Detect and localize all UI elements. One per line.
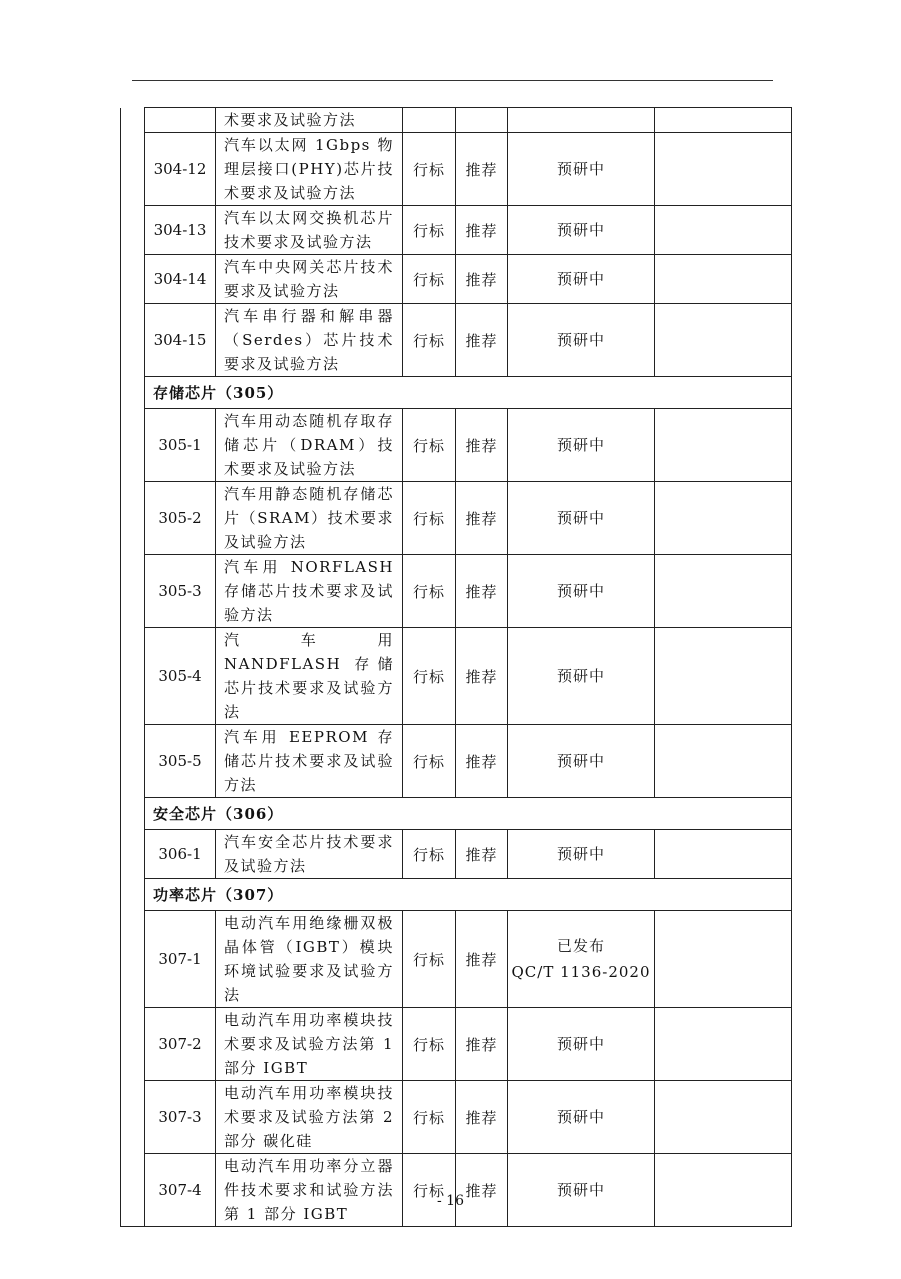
remarks-cell: [655, 304, 792, 377]
standard-nature: 推荐: [456, 304, 508, 377]
standard-name: 电动汽车用功率模块技术要求及试验方法第 1 部分 IGBT: [216, 1008, 403, 1081]
left-group-cell: [121, 409, 145, 482]
standard-nature: [456, 108, 508, 133]
standard-code: [145, 108, 216, 133]
standard-type: 行标: [403, 725, 456, 798]
status-line: 预研中: [556, 667, 605, 685]
category-row: [121, 377, 792, 409]
standard-nature: 推荐: [456, 409, 508, 482]
standard-code: 307-4: [145, 1154, 216, 1227]
left-group-cell: [121, 482, 145, 555]
table-row: [121, 1154, 792, 1227]
left-group-cell: [121, 133, 145, 206]
left-group-cell: [121, 879, 145, 911]
table-row: [121, 409, 792, 482]
table-row: [121, 830, 792, 879]
remarks-cell: [655, 133, 792, 206]
remarks-cell: [655, 206, 792, 255]
table-body: [121, 108, 792, 1227]
left-group-cell: [121, 1154, 145, 1227]
status-line: 预研中: [556, 331, 605, 349]
standard-nature: 推荐: [456, 725, 508, 798]
standard-code: 307-2: [145, 1008, 216, 1081]
standard-status: [508, 725, 655, 798]
remarks-cell: [655, 108, 792, 133]
status-line: 预研中: [556, 270, 605, 288]
standard-type: 行标: [403, 830, 456, 879]
remarks-cell: [655, 409, 792, 482]
table-row: [121, 725, 792, 798]
left-group-cell: [121, 555, 145, 628]
standard-status: [508, 206, 655, 255]
standard-code: 307-3: [145, 1081, 216, 1154]
remarks-cell: [655, 255, 792, 304]
standard-nature: 推荐: [456, 628, 508, 725]
status-line: 预研中: [556, 221, 605, 239]
standard-name: 汽车用动态随机存取存储芯片（DRAM）技术要求及试验方法: [216, 409, 403, 482]
category-label: 存储芯片（305）: [145, 377, 792, 409]
table-row: [121, 206, 792, 255]
status-line: 已发布: [556, 937, 605, 955]
left-group-cell: [121, 798, 145, 830]
header-rule: [132, 80, 773, 81]
standard-name: 电动汽车用功率模块技术要求及试验方法第 2 部分 碳化硅: [216, 1081, 403, 1154]
standard-status: [508, 911, 655, 1008]
standard-code: 304-12: [145, 133, 216, 206]
left-group-cell: [121, 377, 145, 409]
standard-name: 汽车用 NORFLASH 存储芯片技术要求及试验方法: [216, 555, 403, 628]
standard-name: 汽车串行器和解串器（Serdes）芯片技术要求及试验方法: [216, 304, 403, 377]
standard-code: 305-5: [145, 725, 216, 798]
remarks-cell: [655, 1154, 792, 1227]
standard-status: [508, 1081, 655, 1154]
left-group-cell: [121, 830, 145, 879]
table-row: [121, 255, 792, 304]
standard-type: 行标: [403, 1154, 456, 1227]
standard-nature: 推荐: [456, 206, 508, 255]
standard-status: [508, 1154, 655, 1227]
table-row: [121, 555, 792, 628]
standard-type: 行标: [403, 628, 456, 725]
standard-type: 行标: [403, 133, 456, 206]
standard-name: 汽车中央网关芯片技术要求及试验方法: [216, 255, 403, 304]
standard-status: [508, 1008, 655, 1081]
remarks-cell: [655, 555, 792, 628]
remarks-cell: [655, 482, 792, 555]
table-row: [121, 911, 792, 1008]
left-group-cell: [121, 206, 145, 255]
page-number: - 16: [437, 1193, 464, 1209]
standard-code: 305-2: [145, 482, 216, 555]
remarks-cell: [655, 830, 792, 879]
standard-type: 行标: [403, 482, 456, 555]
status-line: 预研中: [556, 509, 605, 527]
standard-status: [508, 133, 655, 206]
status-line: 预研中: [556, 752, 605, 770]
standard-status: [508, 628, 655, 725]
status-line: QC/T 1136-2020: [511, 963, 651, 981]
standard-type: 行标: [403, 255, 456, 304]
left-group-cell: [121, 304, 145, 377]
standard-nature: 推荐: [456, 555, 508, 628]
standard-nature: 推荐: [456, 255, 508, 304]
table-row: [121, 1081, 792, 1154]
standard-name: 汽车用 NANDFLASH 存储芯片技术要求及试验方法: [216, 628, 403, 725]
status-line: 预研中: [556, 1181, 605, 1199]
standards-table: [120, 107, 792, 1227]
standard-code: 306-1: [145, 830, 216, 879]
remarks-cell: [655, 911, 792, 1008]
standard-code: 305-3: [145, 555, 216, 628]
category-label: 安全芯片（306）: [145, 798, 792, 830]
table-row: [121, 133, 792, 206]
standard-nature: 推荐: [456, 133, 508, 206]
standard-code: 304-14: [145, 255, 216, 304]
category-row: [121, 798, 792, 830]
standard-code: 304-13: [145, 206, 216, 255]
standard-name: 汽车以太网 1Gbps 物理层接口(PHY)芯片技术要求及试验方法: [216, 133, 403, 206]
standard-type: 行标: [403, 409, 456, 482]
standard-code: 307-1: [145, 911, 216, 1008]
standard-name: 汽车用静态随机存储芯片（SRAM）技术要求及试验方法: [216, 482, 403, 555]
standard-nature: 推荐: [456, 911, 508, 1008]
status-line: 预研中: [556, 160, 605, 178]
standard-type: 行标: [403, 1081, 456, 1154]
standard-type: 行标: [403, 555, 456, 628]
standard-nature: 推荐: [456, 482, 508, 555]
standard-name: 汽车以太网交换机芯片技术要求及试验方法: [216, 206, 403, 255]
standard-type: 行标: [403, 911, 456, 1008]
remarks-cell: [655, 628, 792, 725]
table-row: [121, 482, 792, 555]
status-line: 预研中: [556, 1035, 605, 1053]
standard-status: [508, 304, 655, 377]
left-group-cell: [121, 108, 145, 133]
standard-status: [508, 409, 655, 482]
standard-nature: 推荐: [456, 830, 508, 879]
remarks-cell: [655, 725, 792, 798]
standard-name: 电动汽车用绝缘栅双极晶体管（IGBT）模块环境试验要求及试验方法: [216, 911, 403, 1008]
left-group-cell: [121, 911, 145, 1008]
table-row: [121, 628, 792, 725]
standard-nature: 推荐: [456, 1154, 508, 1227]
standard-name: 汽车用 EEPROM 存储芯片技术要求及试验方法: [216, 725, 403, 798]
left-group-cell: [121, 1008, 145, 1081]
status-line: 预研中: [556, 845, 605, 863]
standard-type: [403, 108, 456, 133]
status-line: 预研中: [556, 1108, 605, 1126]
standard-status: [508, 830, 655, 879]
table-row: [121, 108, 792, 133]
standard-type: 行标: [403, 304, 456, 377]
category-row: [121, 879, 792, 911]
status-line: 预研中: [556, 582, 605, 600]
standard-type: 行标: [403, 1008, 456, 1081]
standard-nature: 推荐: [456, 1008, 508, 1081]
standard-status: [508, 555, 655, 628]
standard-name: 汽车安全芯片技术要求及试验方法: [216, 830, 403, 879]
left-group-cell: [121, 255, 145, 304]
standard-code: 305-1: [145, 409, 216, 482]
standard-nature: 推荐: [456, 1081, 508, 1154]
standard-code: 305-4: [145, 628, 216, 725]
standard-code: 304-15: [145, 304, 216, 377]
table-row: [121, 304, 792, 377]
standard-name: 电动汽车用功率分立器件技术要求和试验方法第 1 部分 IGBT: [216, 1154, 403, 1227]
remarks-cell: [655, 1081, 792, 1154]
standard-name: 术要求及试验方法: [216, 108, 403, 133]
left-group-cell: [121, 1081, 145, 1154]
category-label: 功率芯片（307）: [145, 879, 792, 911]
standard-type: 行标: [403, 206, 456, 255]
standard-status: [508, 108, 655, 133]
standard-status: [508, 482, 655, 555]
table-row: [121, 1008, 792, 1081]
left-group-cell: [121, 725, 145, 798]
standard-status: [508, 255, 655, 304]
remarks-cell: [655, 1008, 792, 1081]
left-group-cell: [121, 628, 145, 725]
status-line: 预研中: [556, 436, 605, 454]
